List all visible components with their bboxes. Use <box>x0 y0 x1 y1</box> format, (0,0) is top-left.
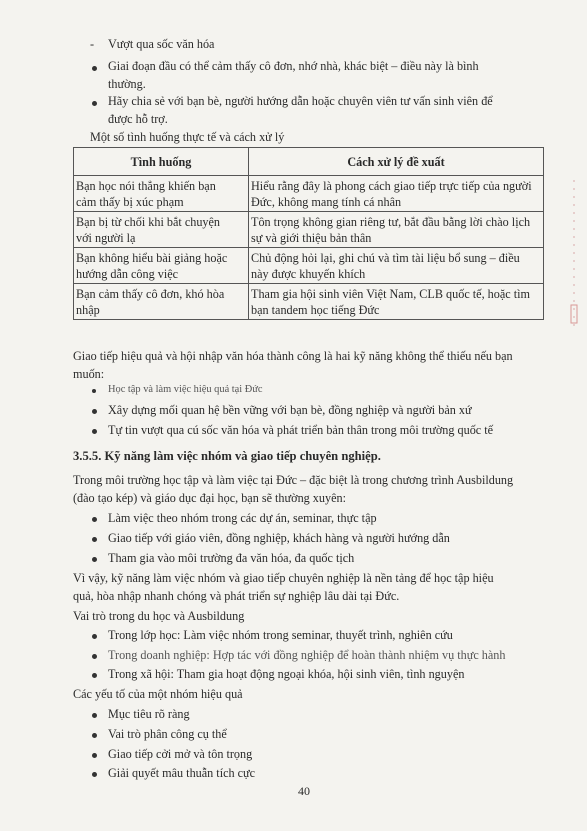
bullet-dot <box>92 517 97 522</box>
list-item-line: được hỗ trợ. <box>108 112 168 126</box>
bullet-dot <box>92 733 97 738</box>
paragraph-line: Vì vậy, kỹ năng làm việc nhóm và giao tiếp chuyên nghiệp là nền tảng để học tập hiệu <box>73 571 494 585</box>
bullet-dot <box>92 557 97 562</box>
bullet-dot <box>92 673 97 678</box>
bullet-dot <box>92 713 97 718</box>
table-header-solution: Cách xử lý đề xuất <box>249 148 544 176</box>
list-item: Giao tiếp với giáo viên, đồng nghiệp, khách hàng và người hướng dẫn <box>108 531 450 545</box>
page-number: 40 <box>298 784 310 798</box>
table-cell: Chủ động hỏi lại, ghi chú và tìm tài liệu bổ sung – điều này được khuyến khích <box>249 248 544 284</box>
list-item-line: thường. <box>108 77 146 91</box>
list-item: Vai trò phân công cụ thể <box>108 727 227 741</box>
table-cell: Hiểu rằng đây là phong cách giao tiếp trực tiếp của người Đức, không mang tính cá nhân <box>249 176 544 212</box>
list-item: Xây dựng mối quan hệ bền vững với bạn bè, đồng nghiệp và người bản xứ <box>108 403 472 417</box>
list-item: Mục tiêu rõ ràng <box>108 707 190 721</box>
paragraph-line: Trong môi trường học tập và làm việc tại Đức – đặc biệt là trong chương trình Ausbildung <box>73 473 514 487</box>
table-header-situation: Tình huống <box>74 148 249 176</box>
paragraph-line: Giao tiếp hiệu quả và hội nhập văn hóa thành công là hai kỹ năng không thể thiếu nếu bạn <box>73 349 513 363</box>
margin-stamp-icon <box>567 180 581 330</box>
sub-heading: Các yếu tố của một nhóm hiệu quả <box>73 687 243 701</box>
table-cell: Bạn không hiểu bài giảng hoặc hướng dẫn công việc <box>74 248 249 284</box>
list-item-line: Giai đoạn đầu có thể cảm thấy cô đơn, nhớ nhà, khác biệt – điều này là bình <box>108 59 479 73</box>
table-row <box>74 176 544 212</box>
bullet-dot <box>92 389 96 393</box>
bullet-dot <box>92 753 97 758</box>
section-heading: 3.5.5. Kỹ năng làm việc nhóm và giao tiếp chuyên nghiệp. <box>73 449 381 463</box>
table-cell: Tôn trọng không gian riêng tư, bắt đầu bằng lời chào lịch sự và giới thiệu bản thân <box>249 212 544 248</box>
table-cell: Bạn học nói thẳng khiến bạn cảm thấy bị xúc phạm <box>74 176 249 212</box>
table-row <box>74 212 544 248</box>
bullet-dot <box>92 537 97 542</box>
list-item: Tham gia vào môi trường đa văn hóa, đa quốc tịch <box>108 551 355 565</box>
table-header-row <box>74 148 544 176</box>
table-cell: Tham gia hội sinh viên Việt Nam, CLB quốc tế, hoặc tìm bạn tandem học tiếng Đức <box>249 284 544 320</box>
list-item: Giải quyết mâu thuẫn tích cực <box>108 766 256 780</box>
bullet-dot <box>92 772 97 777</box>
paragraph-line: (đào tạo kép) và giáo dục đại học, bạn sẽ thường xuyên: <box>73 491 346 505</box>
table-caption: Một số tình huống thực tế và cách xử lý <box>90 130 285 144</box>
list-item-line: Hãy chia sẻ với bạn bè, người hướng dẫn hoặc chuyên viên tư vấn sinh viên để <box>108 94 493 108</box>
list-item: Trong doanh nghiệp: Hợp tác với đồng nghiệp để hoàn thành nhiệm vụ thực hành <box>108 648 506 662</box>
bullet-dot <box>92 654 97 659</box>
table-row <box>74 284 544 320</box>
list-item: Giao tiếp cởi mở và tôn trọng <box>108 747 253 761</box>
table-row <box>74 248 544 284</box>
list-item: Trong xã hội: Tham gia hoạt động ngoại khóa, hội sinh viên, tình nguyện <box>108 667 465 681</box>
bullet-dot <box>92 634 97 639</box>
paragraph-line: quả, hòa nhập nhanh chóng và phát triển sự nghiệp lâu dài tại Đức. <box>73 589 400 603</box>
table-cell: Bạn cảm thấy cô đơn, khó hòa nhập <box>74 284 249 320</box>
list-item: Trong lớp học: Làm việc nhóm trong seminar, thuyết trình, nghiên cứu <box>108 628 453 642</box>
situations-table <box>73 147 544 320</box>
list-item: Vượt qua sốc văn hóa <box>108 37 215 51</box>
list-item: Tự tin vượt qua cú sốc văn hóa và phát triển bản thân trong môi trường quốc tế <box>108 423 494 437</box>
table-cell: Bạn bị từ chối khi bắt chuyện với người lạ <box>74 212 249 248</box>
paragraph-line: muốn: <box>73 367 105 381</box>
dash-marker: - <box>90 37 95 51</box>
bullet-dot <box>92 409 97 414</box>
list-item: Học tập và làm việc hiệu quả tại Đức <box>108 384 263 395</box>
bullet-dot <box>92 429 97 434</box>
sub-heading: Vai trò trong du học và Ausbildung <box>73 609 245 623</box>
list-item: Làm việc theo nhóm trong các dự án, seminar, thực tập <box>108 511 377 525</box>
bullet-dot <box>92 101 97 106</box>
bullet-dot <box>92 66 97 71</box>
